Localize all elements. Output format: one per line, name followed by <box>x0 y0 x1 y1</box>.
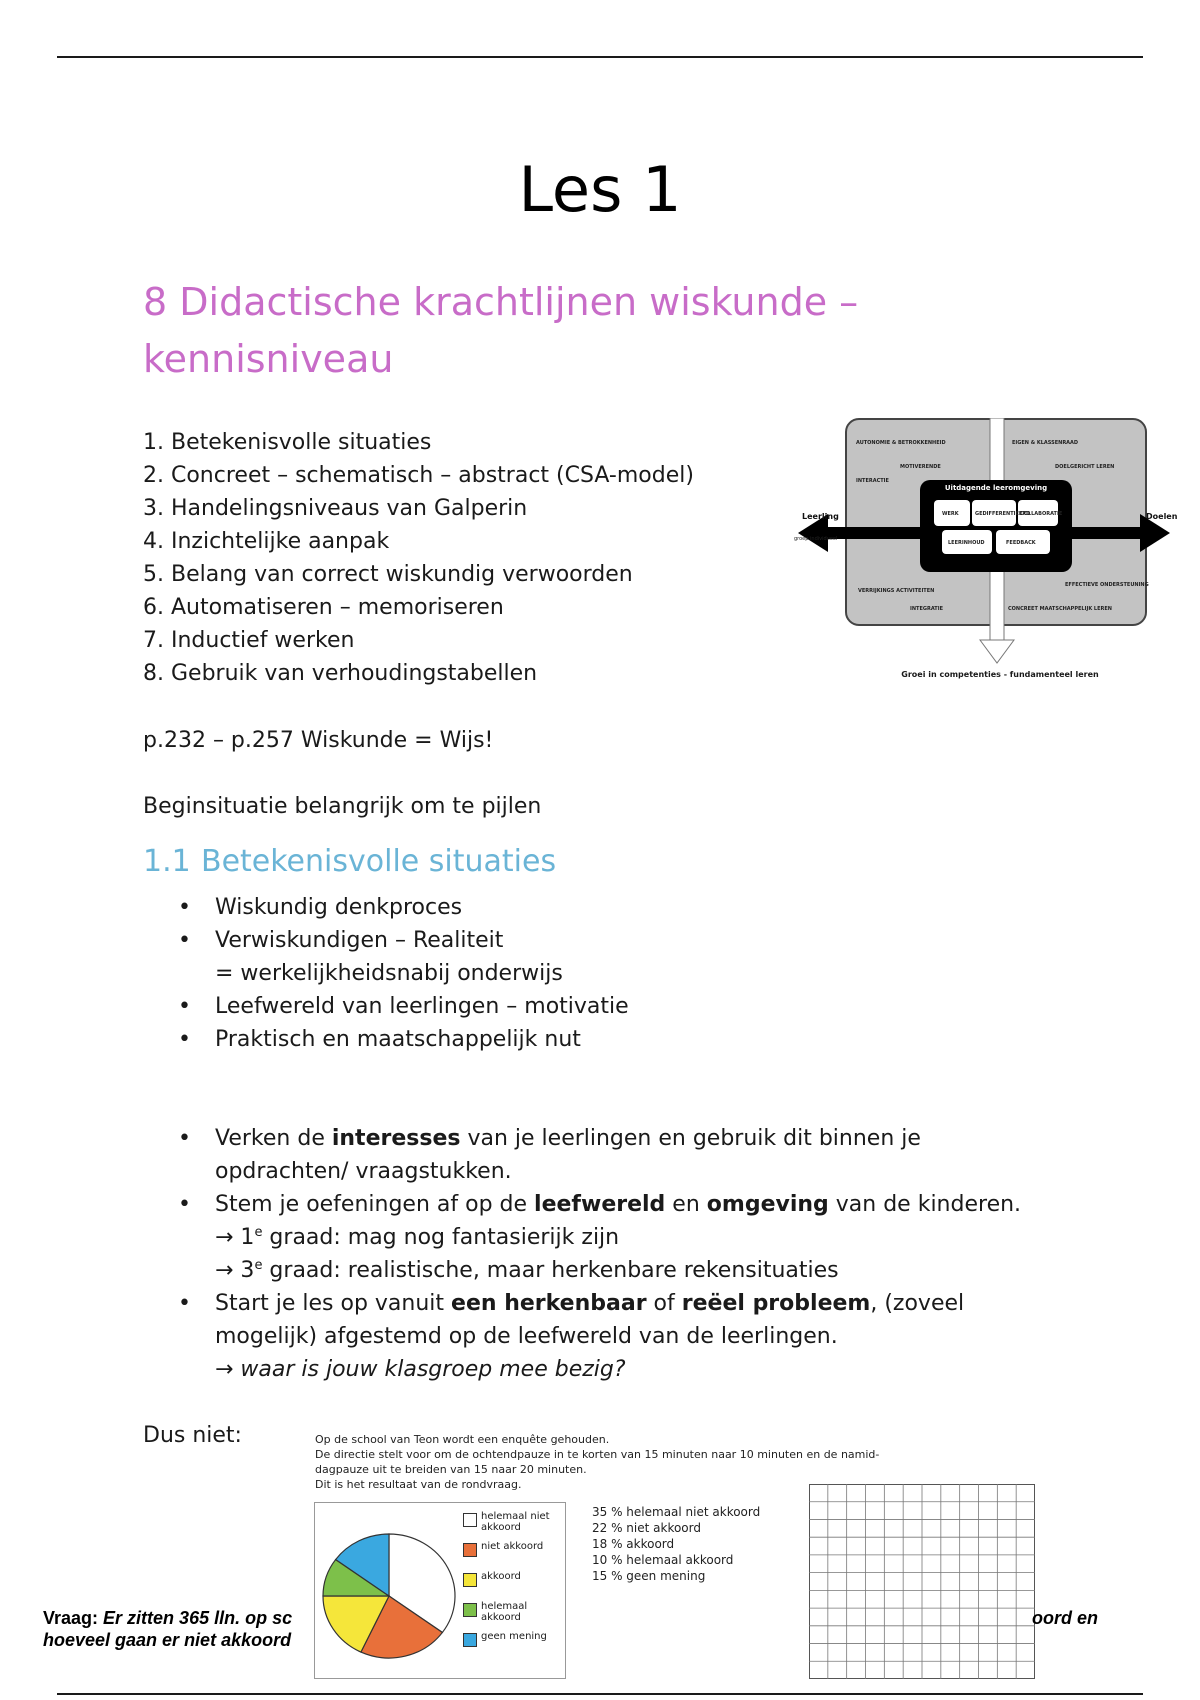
list-item: • Verwiskundigen – Realiteit = werkelijkheidsnabij onderwijs <box>178 924 629 990</box>
list-item: 3. Handelingsniveaus van Galperin <box>143 496 528 521</box>
question-text-right: oord en <box>1032 1608 1098 1628</box>
list-item: • Start je les op vanuit een herkenbaar of reëel probleem, (zoveel mogelijk) afgestemd op de leefwereld van de leerlingen. → waar is jouw klasgroep mee bezig? <box>178 1287 1021 1386</box>
piece-label: WERK <box>942 511 959 517</box>
legend-item: geen mening <box>463 1631 565 1661</box>
list-item: 4. Inzichtelijke aanpak <box>143 529 390 554</box>
top-rule <box>57 56 1143 58</box>
answer-grid <box>809 1484 1035 1679</box>
list-item: 2. Concreet – schematisch – abstract (CSA-model) <box>143 463 694 488</box>
diagram-label: EIGEN & KLASSENRAAD <box>1012 440 1079 446</box>
bottom-rule <box>57 1693 1143 1695</box>
dus-niet-label: Dus niet: <box>143 1423 242 1448</box>
bullet <box>178 1122 198 1155</box>
legend-item: helemaal akkoord <box>463 1601 565 1631</box>
survey-results: 35 % helemaal niet akkoord 22 % niet akkoord 18 % akkoord 10 % helemaal akkoord 15 % geen mening <box>592 1505 761 1583</box>
vertical-arrow-head <box>980 640 1014 663</box>
bullet <box>178 924 198 957</box>
krachtlijnen-list <box>143 426 694 690</box>
list-item: • Leefwereld van leerlingen – motivatie <box>178 990 629 1023</box>
list-item: 1. Betekenisvolle situaties <box>143 430 432 455</box>
diagram-label: INTERACTIE <box>856 478 889 484</box>
diagram-label: VERRIJKINGS ACTIVITEITEN <box>858 588 935 594</box>
legend-swatch <box>463 1513 477 1527</box>
diagram-label: MOTIVERENDE <box>900 464 941 470</box>
worksheet-intro: Op de school van Teon wordt een enquête gehouden. De directie stelt voor om de ochtendpauze in te korten van 15 minuten naar 10 minuten en de namid- dagpauze uit te breiden van 15 naar 20 minuten. Dit is het resultaat van de rondvraag. <box>315 1433 880 1491</box>
worksheet-example <box>312 1432 1042 1682</box>
list-item: • Verken de interesses van je leerlingen en gebruik dit binnen je opdrachten/ vraagstukken. <box>178 1122 1021 1188</box>
piece-label: GEDIFFERENTIEERD <box>975 511 1031 517</box>
question-text: Vraag: Er zitten 365 lln. op sc hoeveel gaan er niet akkoord <box>43 1608 293 1650</box>
diagram-center-block <box>920 480 1072 572</box>
pie-legend <box>463 1511 565 1661</box>
piece-label: COLLABORATIE <box>1020 511 1063 517</box>
diagram-label: EFFECTIEVE ONDERSTEUNING <box>1065 582 1149 588</box>
section-title: Betekenisvolle situaties <box>201 844 557 879</box>
bullet <box>178 990 198 1023</box>
legend-item: niet akkoord <box>463 1541 565 1571</box>
bullet-list-kenmerken <box>178 891 629 1056</box>
list-item: • Stem je oefeningen af op de leefwereld en omgeving van de kinderen. → $1^e$ graad: mag nog fantasierijk zijn → $3^e$ graad: realistische, maar herkenbare rekensituaties <box>178 1188 1021 1287</box>
reference-text: p.232 – p.257 Wiskunde = Wijs! <box>143 728 494 753</box>
legend-item: akkoord <box>463 1571 565 1601</box>
diagram-label: CONCREET MAATSCHAPPELIJK LEREN <box>1008 606 1112 612</box>
diagram-label: INTEGRATIE <box>910 606 943 612</box>
leerling-sublabel: groep individueel <box>794 536 838 542</box>
beginsituatie-text: Beginsituatie belangrijk om te pijlen <box>143 794 542 819</box>
legend-swatch <box>463 1633 477 1647</box>
bullet <box>178 1023 198 1056</box>
diagram-caption: Groei in competenties - fundamenteel leren <box>901 670 1099 679</box>
legend-swatch <box>463 1603 477 1617</box>
puzzle-pieces <box>920 480 1072 572</box>
bullet-list-tips <box>178 1122 1021 1386</box>
page-title: Les 1 <box>518 153 682 226</box>
section-number: 1.1 <box>143 844 191 879</box>
legend-swatch <box>463 1573 477 1587</box>
legend-item: helemaal niet akkoord <box>463 1511 565 1541</box>
pie-chart <box>319 1521 459 1671</box>
list-item: 8. Gebruik van verhoudingstabellen <box>143 661 538 686</box>
list-item: 5. Belang van correct wiskundig verwoorden <box>143 562 633 587</box>
list-item: • Wiskundig denkproces <box>178 891 629 924</box>
pie-chart-box <box>314 1502 566 1679</box>
bullet <box>178 891 198 924</box>
section-heading <box>143 842 556 882</box>
diagram-label: AUTONOMIE & BETROKKENHEID <box>856 440 946 446</box>
list-item: 7. Inductief werken <box>143 628 355 653</box>
main-heading: 8 Didactische krachtlijnen wiskunde – kennisniveau <box>143 280 859 381</box>
center-title: Uitdagende leeromgeving <box>944 484 1048 492</box>
legend-swatch <box>463 1543 477 1557</box>
piece-label: FEEDBACK <box>1006 540 1036 546</box>
piece-label: LEERINHOUD <box>948 540 985 546</box>
diagram-label: DOELGERICHT LEREN <box>1055 464 1115 470</box>
list-item: 6. Automatiseren – memoriseren <box>143 595 504 620</box>
leeromgeving-diagram <box>790 418 1180 688</box>
bullet <box>178 1188 198 1221</box>
doelen-label: Doelen <box>1146 512 1178 521</box>
bullet <box>178 1287 198 1320</box>
leerling-label: Leerling <box>802 512 839 521</box>
list-item: • Praktisch en maatschappelijk nut <box>178 1023 629 1056</box>
